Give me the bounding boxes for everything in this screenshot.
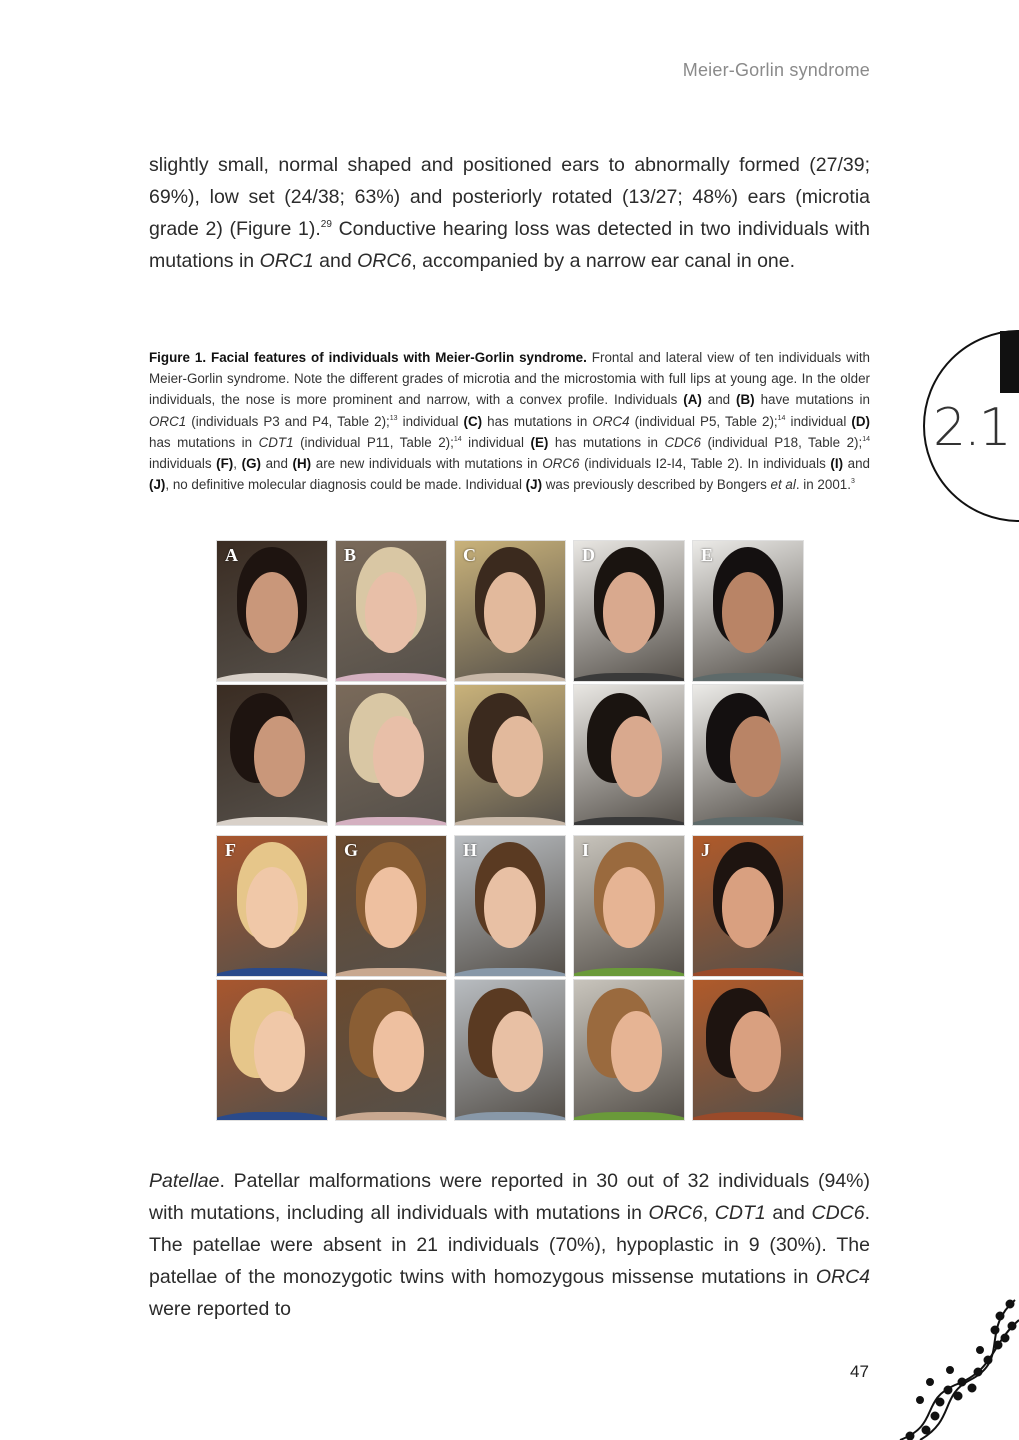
- photo-frontal-G: [335, 835, 447, 977]
- body-paragraph-top: [149, 149, 870, 277]
- text-run: Conductive hearing loss was detected in two individuals with mutations in: [149, 218, 870, 272]
- photo-lateral-J: [692, 979, 804, 1121]
- photo-frontal-J: [692, 835, 804, 977]
- photo-frontal-E: [692, 540, 804, 682]
- caption-text: et al: [770, 477, 796, 493]
- panel-ref: (J): [525, 477, 543, 493]
- photo-lateral-A: [216, 684, 328, 826]
- page-number: 47: [850, 1362, 869, 1381]
- caption-text: . in 2001.: [795, 477, 851, 493]
- photo-lateral-E: [692, 684, 804, 826]
- reference: 14: [453, 435, 462, 443]
- dna-helix-decoration: [860, 1290, 1019, 1440]
- photo-frontal-B: [335, 540, 447, 682]
- gene-name: ORC6: [357, 250, 412, 272]
- section-lead: Patellae: [149, 1170, 220, 1192]
- photo-lateral-F: [216, 979, 328, 1121]
- text-run: slightly small, normal shaped and positioned ears to abnormally formed (27/39; 69%), low set (24/38; 63%) and posteriorly rotated (13/27; 48%) ears (microtia grade 2) (Figure 1).: [149, 154, 870, 240]
- photo-lateral-G: [335, 979, 447, 1121]
- chapter-number: 2.1: [933, 398, 1010, 458]
- caption-text: individual: [461, 434, 531, 450]
- caption-text: , no definitive molecular diagnosis could be made. Individual: [165, 477, 526, 493]
- gene-name: ORC4: [815, 1266, 870, 1288]
- panel-label: D: [582, 545, 595, 565]
- panel-ref: (F): [216, 456, 234, 472]
- panel-ref: (B): [736, 392, 755, 408]
- photo-lateral-H: [454, 979, 566, 1121]
- panel-ref: (G): [241, 456, 261, 472]
- panel-label: I: [582, 840, 590, 860]
- caption-text: ,: [233, 456, 242, 472]
- photo-frontal-I: [573, 835, 685, 977]
- caption-text: Frontal and lateral view of ten individuals with Meier-Gorlin syndrome. Note the different grades of microtia and the microstomia with full lips at young age. In the older individuals, the nose is more prominent and narrow, with a convex profile. Individuals: [149, 350, 870, 408]
- caption-text: (individuals I2-I4, Table 2). In individuals: [579, 456, 831, 472]
- panel-label: E: [701, 545, 714, 565]
- gene-name: CDT1: [258, 434, 294, 450]
- gene-name: ORC4: [592, 413, 630, 429]
- panel-ref: (E): [530, 434, 549, 450]
- caption-text: individuals: [149, 456, 217, 472]
- caption-text: have mutations in: [754, 392, 870, 408]
- panel-ref: (D): [851, 413, 870, 429]
- caption-title: Figure 1. Facial features of individuals with Meier-Gorlin syndrome.: [149, 350, 587, 365]
- body-paragraph-bottom: [149, 1165, 870, 1325]
- panel-ref: (J): [149, 477, 166, 493]
- gene-name: ORC1: [259, 250, 314, 272]
- photo-frontal-C: [454, 540, 566, 682]
- gene-name: CDC6: [664, 434, 701, 450]
- caption-text: and: [843, 456, 870, 472]
- figure-photo-grid: [216, 540, 804, 1124]
- caption-text: and: [260, 456, 293, 472]
- text-run: ,: [702, 1202, 715, 1224]
- panel-label: C: [463, 545, 476, 565]
- reference: 29: [320, 219, 332, 230]
- text-run: and: [313, 250, 358, 272]
- reference: 3: [850, 478, 855, 486]
- caption-text: and: [701, 392, 737, 408]
- panel-ref: (H): [292, 456, 312, 472]
- caption-text: (individual P18, Table 2);: [700, 434, 863, 450]
- reference: 14: [862, 435, 870, 443]
- panel-label: J: [701, 840, 710, 860]
- photo-lateral-D: [573, 684, 685, 826]
- photo-lateral-B: [335, 684, 447, 826]
- panel-ref: (A): [683, 392, 702, 408]
- caption-text: has mutations in: [548, 434, 665, 450]
- caption-text: (individual P5, Table 2);: [629, 413, 778, 429]
- gene-name: ORC6: [648, 1202, 703, 1224]
- panel-label: H: [463, 840, 478, 860]
- photo-frontal-H: [454, 835, 566, 977]
- panel-label: F: [225, 840, 236, 860]
- panel-label: B: [344, 545, 357, 565]
- photo-lateral-I: [573, 979, 685, 1121]
- photo-frontal-A: [216, 540, 328, 682]
- caption-text: (individuals P3 and P4, Table 2);: [186, 413, 390, 429]
- gene-name: ORC1: [149, 413, 187, 429]
- caption-text: (individual P11, Table 2);: [293, 434, 454, 450]
- caption-text: has mutations in: [149, 434, 259, 450]
- gene-name: ORC6: [542, 456, 580, 472]
- panel-label: A: [225, 545, 238, 565]
- photo-lateral-C: [454, 684, 566, 826]
- photo-frontal-F: [216, 835, 328, 977]
- panel-label: G: [344, 840, 359, 860]
- running-header: Meier-Gorlin syndrome: [682, 60, 870, 80]
- photo-frontal-D: [573, 540, 685, 682]
- reference: 13: [389, 414, 398, 422]
- caption-text: individual: [785, 413, 852, 429]
- text-run: . The patellae were absent in 21 individuals (70%), hypoplastic in 9 (30%). The patellae of the monozygotic twins with homozygous missense mutations in: [149, 1202, 870, 1288]
- figure-caption: [149, 347, 870, 495]
- caption-text: has mutations in: [482, 413, 593, 429]
- panel-ref: (I): [830, 456, 844, 472]
- gene-name: CDT1: [714, 1202, 766, 1224]
- caption-text: was previously described by Bongers: [542, 477, 771, 493]
- panel-ref: (C): [463, 413, 483, 429]
- chapter-tab: [0, 0, 1019, 600]
- gene-name: CDC6: [811, 1202, 865, 1224]
- text-run: were reported to: [149, 1298, 291, 1320]
- caption-text: individual: [397, 413, 464, 429]
- text-run: , accompanied by a narrow ear canal in one.: [411, 250, 796, 272]
- caption-text: are new individuals with mutations in: [311, 456, 543, 472]
- chapter-tab-shape: [0, 0, 1019, 600]
- text-run: and: [765, 1202, 812, 1224]
- text-run: . Patellar malformations were reported in 30 out of 32 individuals (94%) with mutations, including all individuals with mutations in: [149, 1170, 870, 1224]
- reference: 14: [777, 414, 786, 422]
